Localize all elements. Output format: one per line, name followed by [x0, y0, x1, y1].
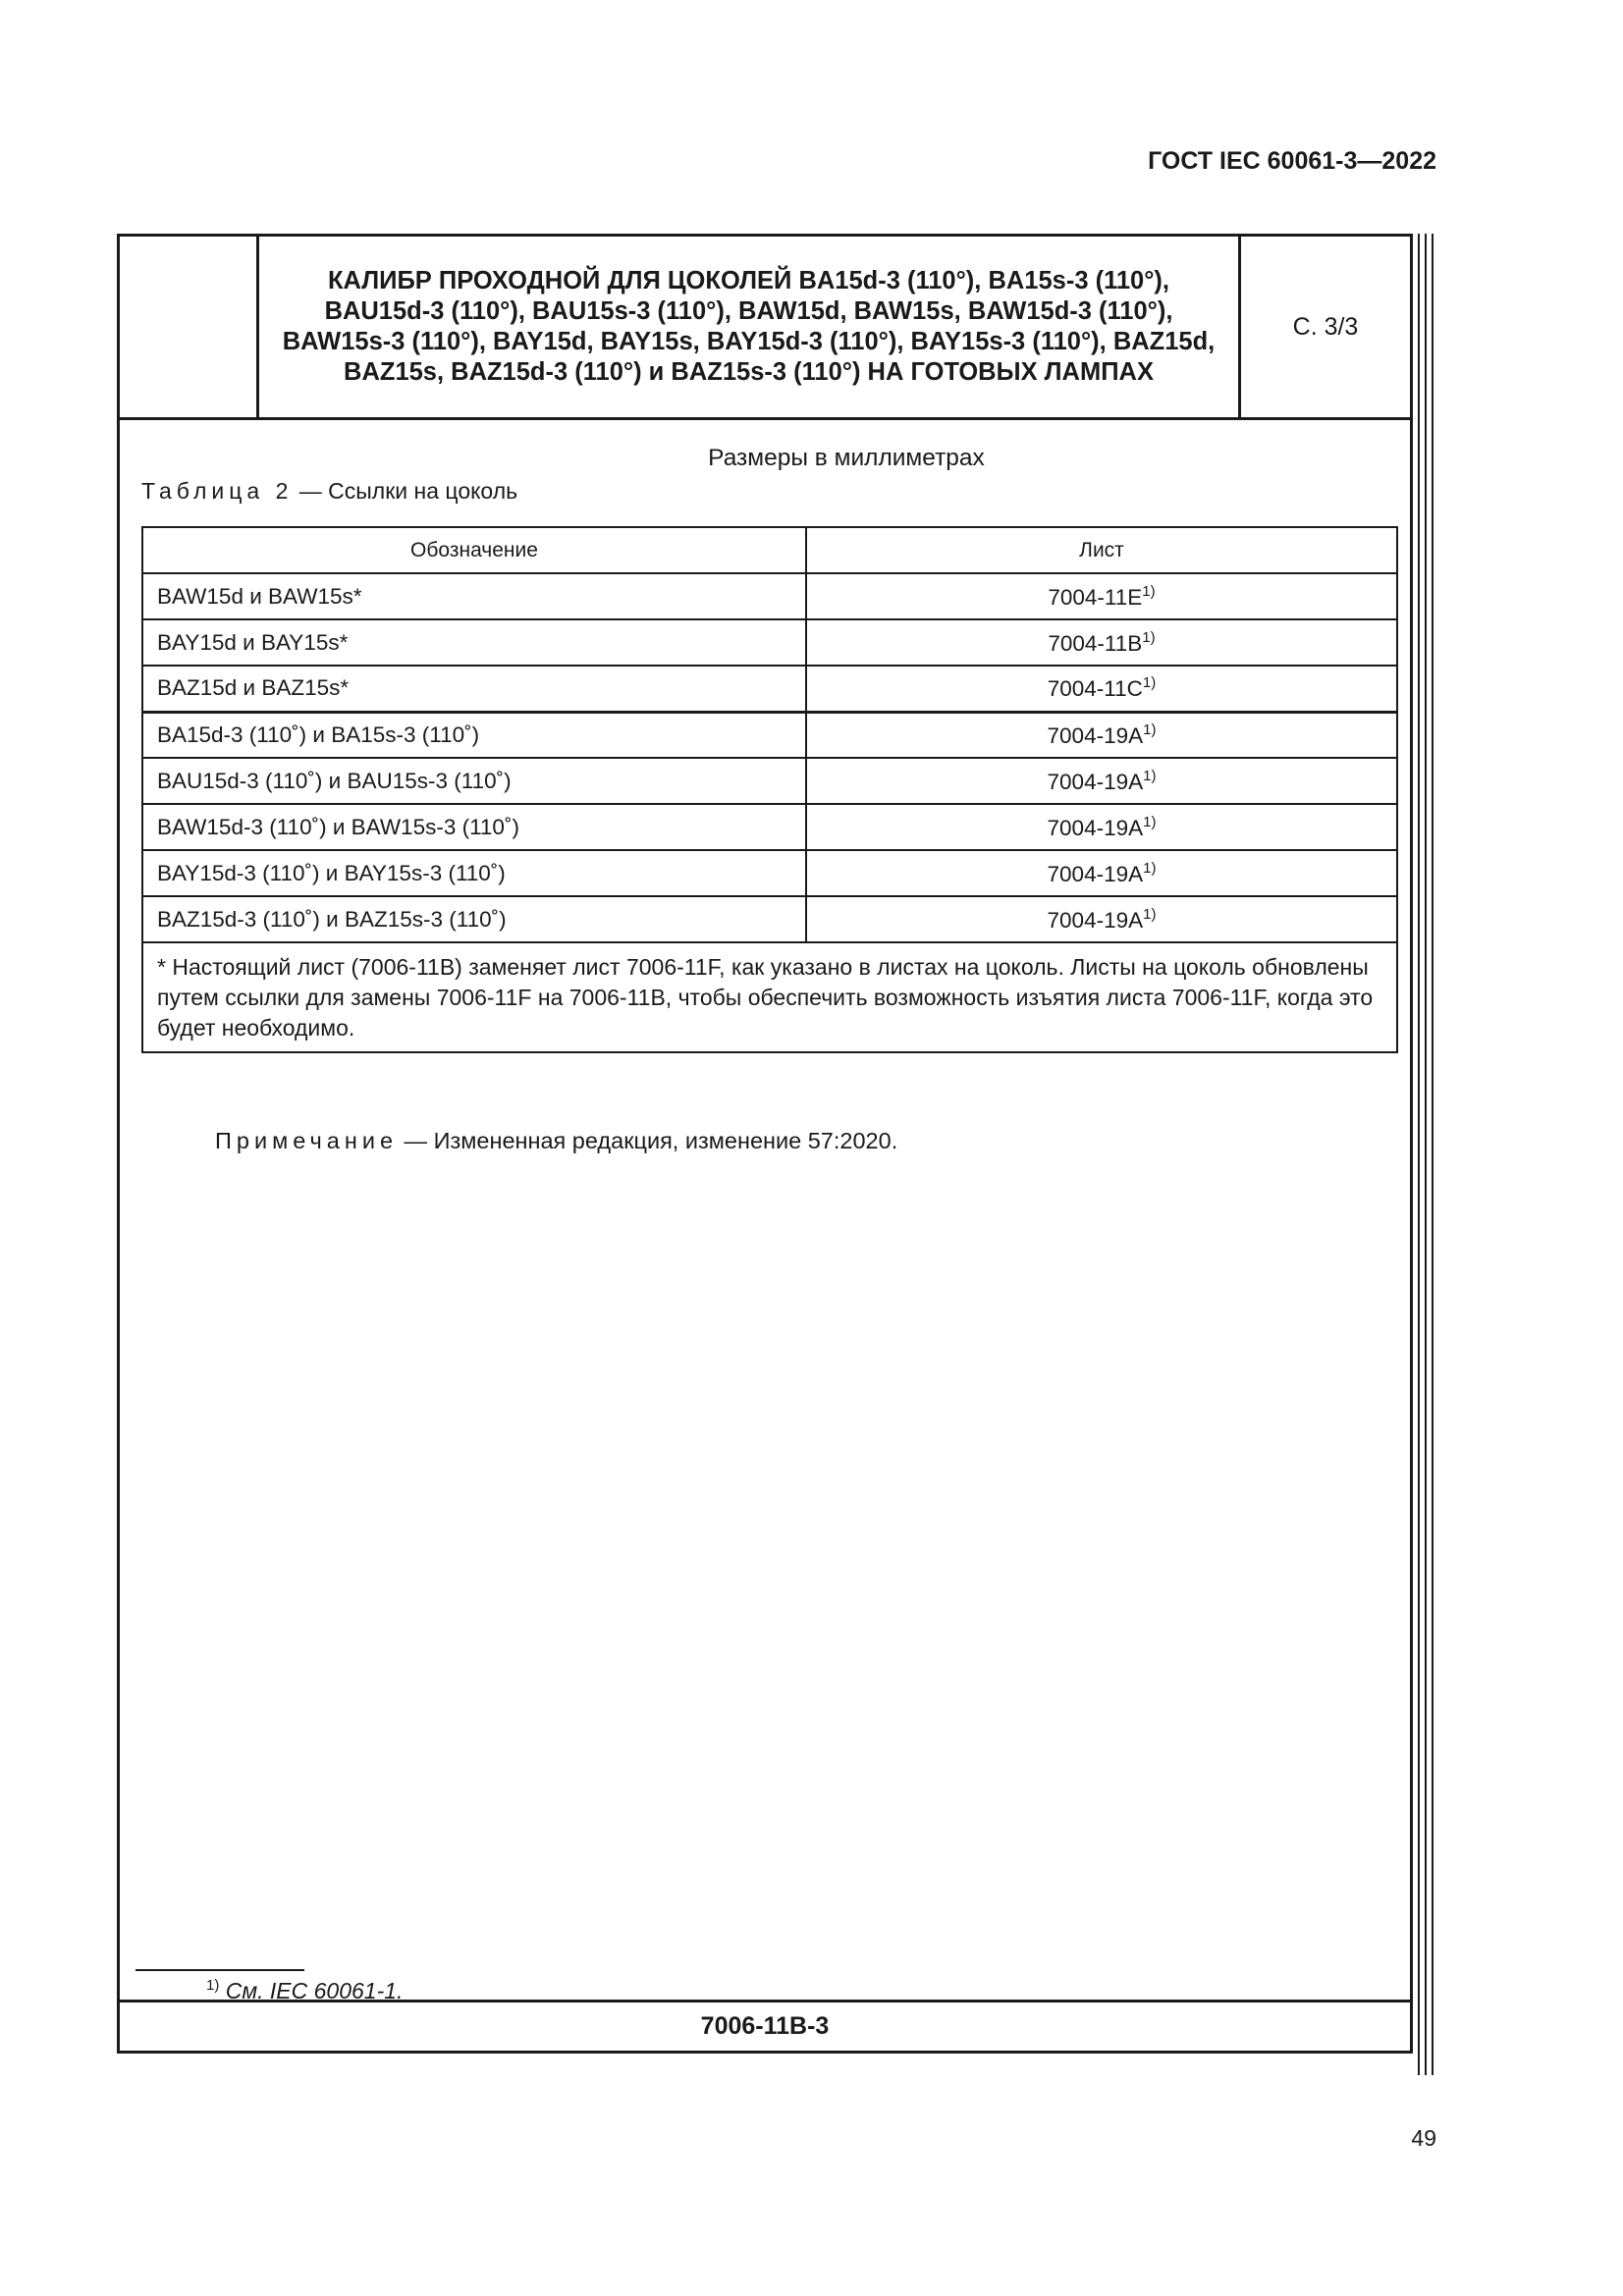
sheet-value: 7004-19A — [1047, 769, 1144, 794]
sheet-value: 7004-19A — [1047, 907, 1144, 933]
sheet-value: 7004-19A — [1047, 815, 1144, 840]
frame-double-line — [1418, 234, 1420, 2075]
footnote-mark: 1) — [1142, 582, 1156, 600]
note-text: — Измененная редакция, изменение 57:2020. — [398, 1128, 898, 1153]
table-caption — [141, 478, 517, 505]
sheet-header — [120, 237, 1410, 420]
page-number: 49 — [1411, 2125, 1436, 2151]
frame-double-line — [1432, 234, 1434, 2075]
sheet-title: КАЛИБР ПРОХОДНОЙ ДЛЯ ЦОКОЛЕЙ BA15d-3 (110°), BA15s-3 (110°), BAU15d-3 (110°), BAU15s-3 (110°), BAW15d, BAW15s, BAW15d-3 (110°), BAW15s-3 (110°), BAY15d, BAY15s, BAY15d-3 (110°), BAY15s-3 (110°), BAZ15d, BAZ15s, BAZ15d-3 (110°) и BAZ15s-3 (110°) НА ГОТОВЫХ ЛАМПАХ — [259, 237, 1241, 417]
designation-cell: BAW15d и BAW15s* — [142, 573, 806, 619]
sheet-cell — [806, 712, 1397, 758]
note — [215, 1128, 897, 1154]
column-header-designation: Обозначение — [142, 527, 806, 573]
designation-cell: BA15d-3 (110˚) и BA15s-3 (110˚) — [142, 712, 806, 758]
dimensions-note: Размеры в миллиметрах — [708, 445, 985, 471]
designation-cell: BAW15d-3 (110˚) и BAW15s-3 (110˚) — [142, 804, 806, 850]
table-row — [142, 573, 1397, 619]
table-caption-text: — Ссылки на цоколь — [293, 478, 518, 504]
sheet-frame — [117, 234, 1413, 2054]
column-header-sheet: Лист — [806, 527, 1397, 573]
reference-table — [141, 526, 1398, 1053]
designation-cell: BAZ15d-3 (110˚) и BAZ15s-3 (110˚) — [142, 896, 806, 942]
table-row — [142, 758, 1397, 804]
sheet-cell — [806, 666, 1397, 712]
table-row — [142, 619, 1397, 666]
footnote-mark: 1) — [1142, 674, 1157, 692]
frame-double-line — [1425, 234, 1427, 2075]
footnote-mark: 1) — [1143, 767, 1157, 784]
sheet-cell — [806, 619, 1397, 666]
footnote-separator — [135, 1969, 304, 1971]
designation-cell: BAU15d-3 (110˚) и BAU15s-3 (110˚) — [142, 758, 806, 804]
footnote-text: См. IEC 60061-1. — [219, 1978, 404, 2003]
footnote-mark: 1) — [206, 1977, 220, 1994]
footnote-mark: 1) — [1142, 628, 1156, 646]
table-row — [142, 712, 1397, 758]
table-footnote-row — [142, 942, 1397, 1052]
header-blank-cell — [120, 237, 259, 417]
sheet-page-indicator: С. 3/3 — [1292, 312, 1359, 341]
sheet-cell — [806, 850, 1397, 896]
table-row — [142, 804, 1397, 850]
table-footnote: * Настоящий лист (7006-11B) заменяет лист 7006-11F, как указано в листах на цоколь. Листы на цоколь обновлены путем ссылки для замены 7006-11F на 7006-11B, чтобы обеспечить возможность изъятия листа 7006-11F, когда это будет необходимо. — [142, 942, 1397, 1052]
sheet-footer-code: 7006-11B-3 — [120, 2000, 1410, 2051]
table-row — [142, 850, 1397, 896]
designation-cell: BAZ15d и BAZ15s* — [142, 666, 806, 712]
sheet-value: 7004-11B — [1048, 630, 1143, 656]
sheet-cell — [806, 758, 1397, 804]
footnote-mark: 1) — [1143, 905, 1157, 923]
designation-cell: BAY15d-3 (110˚) и BAY15s-3 (110˚) — [142, 850, 806, 896]
footnote-mark: 1) — [1143, 859, 1157, 877]
sheet-cell — [806, 573, 1397, 619]
sheet-cell — [806, 804, 1397, 850]
designation-cell: BAY15d и BAY15s* — [142, 619, 806, 666]
footnote-mark: 1) — [1143, 813, 1157, 830]
sheet-value: 7004-11E — [1048, 584, 1143, 610]
note-label: Примечание — [215, 1128, 399, 1153]
sheet-value: 7004-11C — [1047, 676, 1143, 702]
sheet-value: 7004-19A — [1047, 722, 1144, 748]
table-header-row — [142, 527, 1397, 573]
table-row — [142, 666, 1397, 712]
sheet-value: 7004-19A — [1047, 861, 1144, 886]
table-caption-label: Таблица 2 — [141, 478, 294, 504]
standard-code: ГОСТ IEC 60061-3—2022 — [1148, 147, 1436, 175]
table-row — [142, 896, 1397, 942]
sheet-cell — [806, 896, 1397, 942]
footnote-mark: 1) — [1143, 721, 1157, 738]
